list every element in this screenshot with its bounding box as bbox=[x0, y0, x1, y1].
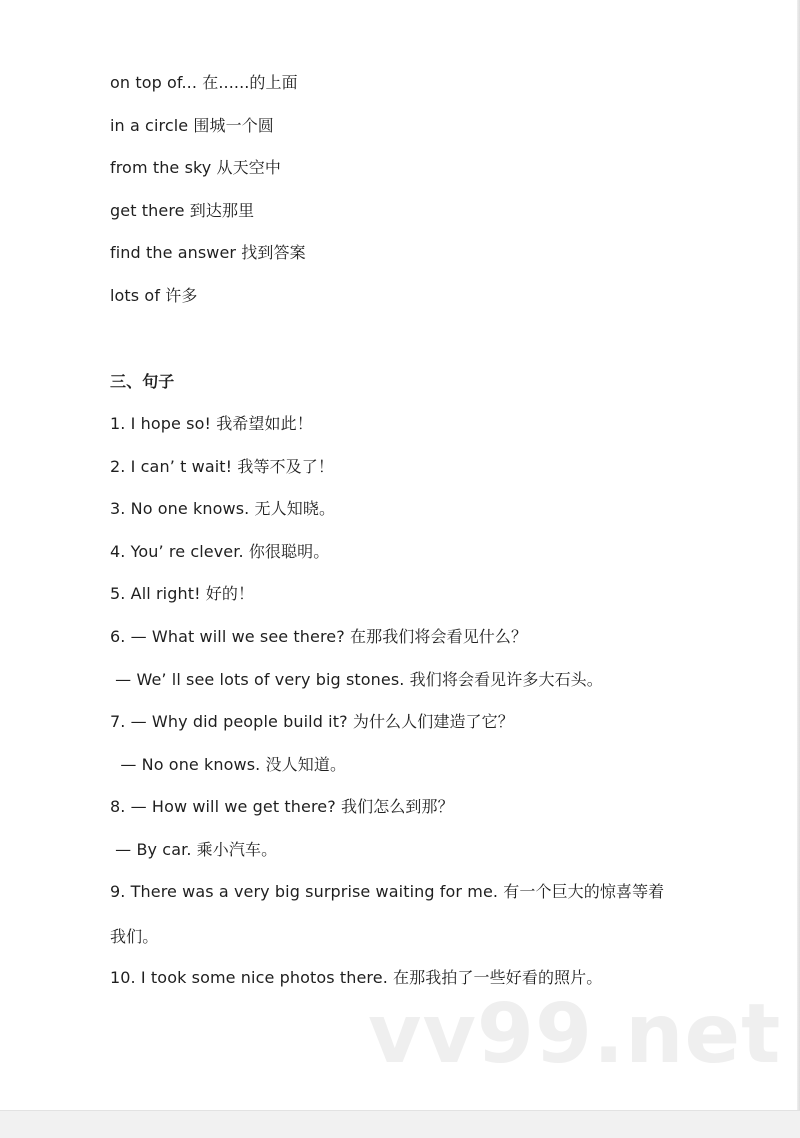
sentence-line: — By car. 乘小汽车。 bbox=[110, 840, 278, 859]
sentence-line: 3. No one knows. 无人知晓。 bbox=[110, 499, 336, 518]
sentence-line: 1. I hope so! 我希望如此！ bbox=[110, 414, 313, 433]
phrase-line: lots of 许多 bbox=[110, 286, 198, 305]
page-bottom-edge bbox=[0, 1110, 800, 1138]
sentence-line: 7. — Why did people build it? 为什么人们建造了它？ bbox=[110, 712, 514, 731]
sentence-line: 10. I took some nice photos there. 在那我拍了一些好看的照片。 bbox=[110, 968, 603, 987]
sentence-line: 4. You’ re clever. 你很聪明。 bbox=[110, 542, 330, 561]
phrase-line: on top of... 在......的上面 bbox=[110, 73, 298, 92]
sentence-line: 2. I can’ t wait! 我等不及了！ bbox=[110, 457, 334, 476]
sentence-line: 5. All right! 好的！ bbox=[110, 584, 255, 603]
sentence-line: 我们。 bbox=[110, 927, 159, 946]
watermark: vv99.net bbox=[368, 987, 782, 1082]
sentence-line: — No one knows. 没人知道。 bbox=[110, 755, 347, 774]
sentence-line: — We’ ll see lots of very big stones. 我们将会看见许多大石头。 bbox=[110, 670, 603, 689]
phrase-line: get there 到达那里 bbox=[110, 201, 255, 220]
section-heading: 三、句子 bbox=[110, 372, 175, 391]
sentence-line: 9. There was a very big surprise waiting for me. 有一个巨大的惊喜等着 bbox=[110, 882, 665, 901]
sentence-line: 6. — What will we see there? 在那我们将会看见什么？ bbox=[110, 627, 528, 646]
phrase-line: from the sky 从天空中 bbox=[110, 158, 281, 177]
phrase-line: in a circle 围城一个圆 bbox=[110, 116, 274, 135]
sentence-line: 8. — How will we get there? 我们怎么到那？ bbox=[110, 797, 454, 816]
phrase-line: find the answer 找到答案 bbox=[110, 243, 306, 262]
